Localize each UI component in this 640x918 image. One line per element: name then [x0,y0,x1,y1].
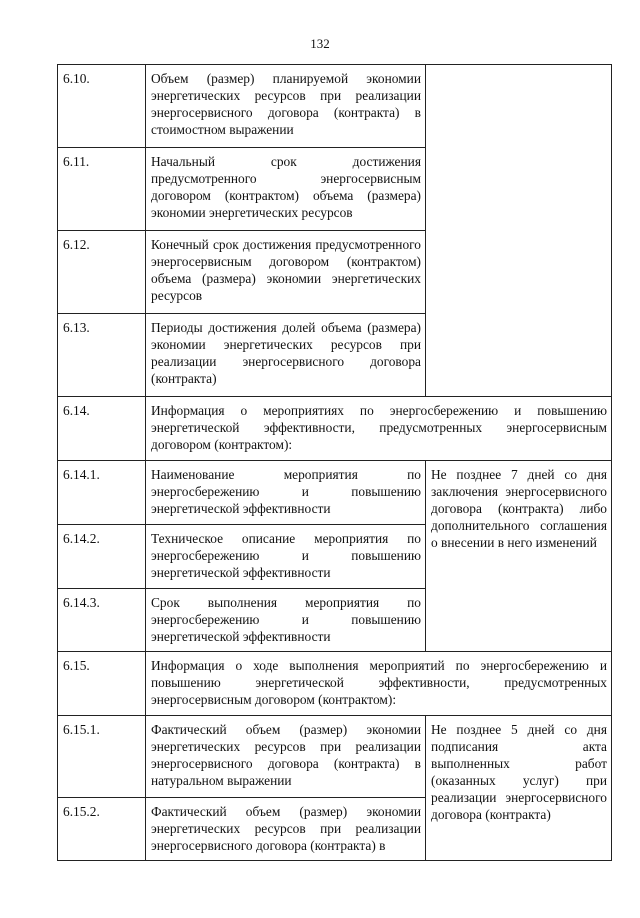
info-table [57,64,612,861]
row-description: Срок выполнения мероприятия по энергосбережению и повышению энергетической эффективности [146,589,426,652]
page-number: 132 [310,36,330,51]
row-description: Наименование мероприятия по энергосбережению и повышению энергетической эффективности [146,461,426,525]
row-description: Фактический объем (размер) экономии энергетических ресурсов при реализации энергосервисного договора (контракта) в [146,798,426,861]
empty-cell [426,65,612,397]
row-number: 6.14.1. [58,461,146,525]
section-heading: Информация о ходе выполнения мероприятий по энергосбережению и повышению энергетической эффективности, предусмотренных энергосервисным договором (контрактом): [146,652,612,716]
row-description: Объем (размер) планируемой экономии энергетических ресурсов при реализации энергосервисного договора (контракта) в стоимостном выражении [146,65,426,148]
row-description: Техническое описание мероприятия по энергосбережению и повышению энергетической эффективности [146,525,426,589]
row-number: 6.14.3. [58,589,146,652]
table-row [58,461,612,525]
row-number: 6.11. [58,148,146,231]
row-description: Периоды достижения долей объема (размера) экономии энергетических ресурсов при реализации энергосервисного договора (контракта) [146,314,426,397]
row-number: 6.15.1. [58,716,146,798]
row-description: Фактический объем (размер) экономии энергетических ресурсов при реализации энергосервисного договора (контракта) в натуральном выражении [146,716,426,798]
deadline-cell: Не позднее 5 дней со дня подписания акта выполненных работ (оказанных услуг) при реализации энергосервисного договора (контракта) [426,716,612,861]
row-number: 6.10. [58,65,146,148]
row-number: 6.14. [58,397,146,461]
row-number: 6.15. [58,652,146,716]
deadline-cell: Не позднее 7 дней со дня заключения энергосервисного договора (контракта) либо дополнительного соглашения о внесении в него изменений [426,461,612,652]
table-row [58,397,612,461]
table-row [58,65,612,148]
row-number: 6.13. [58,314,146,397]
row-number: 6.14.2. [58,525,146,589]
section-heading: Информация о мероприятиях по энергосбережению и повышению энергетической эффективности, предусмотренных энергосервисным договором (контрактом): [146,397,612,461]
table-row [58,652,612,716]
table-row [58,716,612,798]
row-description: Начальный срок достижения предусмотренного энергосервисным договором (контрактом) объема (размера) экономии энергетических ресурсов [146,148,426,231]
row-description: Конечный срок достижения предусмотренного энергосервисным договором (контрактом) объема (размера) экономии энергетических ресурсов [146,231,426,314]
row-number: 6.12. [58,231,146,314]
row-number: 6.15.2. [58,798,146,861]
